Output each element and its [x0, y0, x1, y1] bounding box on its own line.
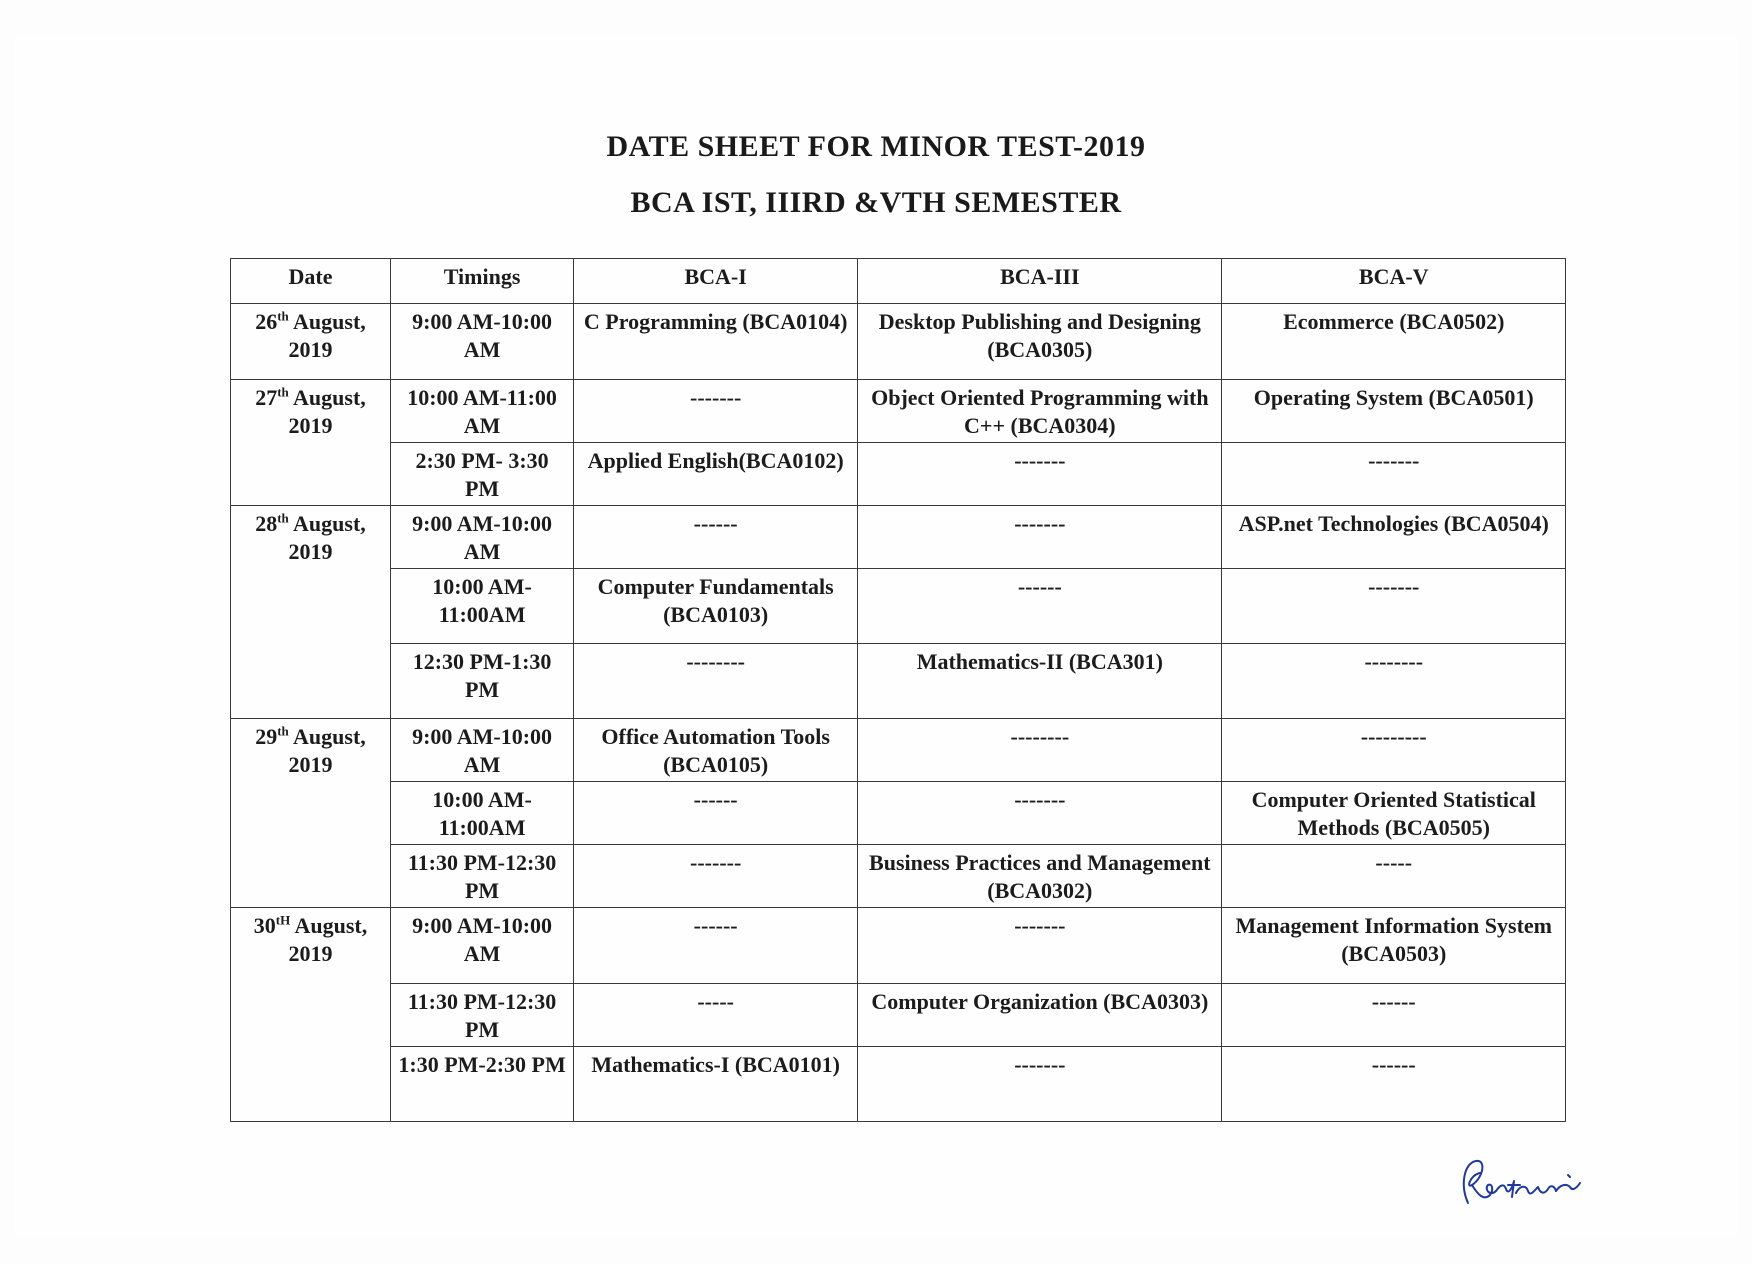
- date-month: August,: [293, 724, 366, 749]
- table-header-row: [231, 259, 1566, 304]
- timing-cell: 2:30 PM- 3:30 PM: [391, 443, 574, 506]
- date-cell: [231, 719, 391, 908]
- date-suffix: th: [277, 384, 289, 400]
- bca5-cell: Operating System (BCA0501): [1222, 380, 1566, 443]
- bca1-cell: -----: [574, 984, 858, 1047]
- date-year: 2019: [288, 941, 333, 966]
- table-row: [231, 1047, 1566, 1122]
- bca5-cell: Ecommerce (BCA0502): [1222, 304, 1566, 380]
- bca3-cell: -------: [858, 506, 1222, 569]
- date-year: 2019: [288, 539, 333, 564]
- signature: [1450, 1145, 1590, 1215]
- timing-cell: 12:30 PM-1:30 PM: [391, 644, 574, 719]
- bca1-cell: C Programming (BCA0104): [574, 304, 858, 380]
- table-row: [231, 845, 1566, 908]
- column-header-bca1: BCA-I: [574, 259, 858, 304]
- date-cell: [231, 506, 391, 719]
- bca1-cell: ------: [574, 908, 858, 984]
- date-sheet-table: [230, 258, 1566, 1122]
- timing-cell: 9:00 AM-10:00 AM: [391, 506, 574, 569]
- date-cell: [231, 908, 391, 1122]
- table-row: [231, 304, 1566, 380]
- bca5-cell: Management Information System (BCA0503): [1222, 908, 1566, 984]
- date-suffix: tH: [275, 912, 291, 928]
- table-row: [231, 443, 1566, 506]
- bca5-cell: ------: [1222, 1047, 1566, 1122]
- table-body: [231, 304, 1566, 1122]
- bca3-cell: -------: [858, 782, 1222, 845]
- table-row: [231, 380, 1566, 443]
- bca5-cell: -------: [1222, 443, 1566, 506]
- bca1-cell: -------: [574, 380, 858, 443]
- date-day: 30: [253, 913, 276, 938]
- bca3-cell: -------: [858, 908, 1222, 984]
- timing-cell: 11:30 PM-12:30 PM: [391, 845, 574, 908]
- date-day: 29: [255, 724, 278, 749]
- table-row: [231, 908, 1566, 984]
- date-month: August,: [293, 385, 366, 410]
- bca3-cell: --------: [858, 719, 1222, 782]
- date-year: 2019: [288, 752, 333, 777]
- bca3-cell: Business Practices and Management (BCA0302): [858, 845, 1222, 908]
- bca5-cell: --------: [1222, 644, 1566, 719]
- bca1-cell: Mathematics-I (BCA0101): [574, 1047, 858, 1122]
- date-month: August,: [294, 913, 368, 938]
- date-day: 28: [255, 511, 278, 536]
- bca1-cell: ------: [574, 506, 858, 569]
- timing-cell: 11:30 PM-12:30 PM: [391, 984, 574, 1047]
- bca5-cell: -------: [1222, 569, 1566, 644]
- date-year: 2019: [288, 413, 333, 438]
- date-suffix: th: [277, 308, 289, 324]
- timing-cell: 9:00 AM-10:00 AM: [391, 908, 574, 984]
- timing-cell: 10:00 AM-11:00 AM: [391, 380, 574, 443]
- bca1-cell: -------: [574, 845, 858, 908]
- bca3-cell: -------: [858, 443, 1222, 506]
- bca1-cell: --------: [574, 644, 858, 719]
- date-month: August,: [293, 511, 366, 536]
- column-header-date: Date: [231, 259, 391, 304]
- table-row: [231, 644, 1566, 719]
- date-month: August,: [293, 309, 366, 334]
- bca1-cell: ------: [574, 782, 858, 845]
- bca5-cell: Computer Oriented Statistical Methods (BCA0505): [1222, 782, 1566, 845]
- column-header-bca5: BCA-V: [1222, 259, 1566, 304]
- bca1-cell: Applied English(BCA0102): [574, 443, 858, 506]
- date-day: 26: [255, 309, 278, 334]
- bca3-cell: Computer Organization (BCA0303): [858, 984, 1222, 1047]
- bca3-cell: Desktop Publishing and Designing (BCA0305): [858, 304, 1222, 380]
- bca5-cell: ------: [1222, 984, 1566, 1047]
- date-day: 27: [255, 385, 278, 410]
- bca1-cell: Office Automation Tools (BCA0105): [574, 719, 858, 782]
- timing-cell: 10:00 AM-11:00AM: [391, 782, 574, 845]
- column-header-timings: Timings: [391, 259, 574, 304]
- bca3-cell: ------: [858, 569, 1222, 644]
- column-header-bca3: BCA-III: [858, 259, 1222, 304]
- table-row: [231, 782, 1566, 845]
- bca5-cell: ASP.net Technologies (BCA0504): [1222, 506, 1566, 569]
- bca1-cell: Computer Fundamentals (BCA0103): [574, 569, 858, 644]
- table-row: [231, 719, 1566, 782]
- date-suffix: th: [277, 510, 289, 526]
- table-row: [231, 506, 1566, 569]
- date-cell: [231, 304, 391, 380]
- bca3-cell: -------: [858, 1047, 1222, 1122]
- bca5-cell: ---------: [1222, 719, 1566, 782]
- page-subtitle: BCA IST, IIIRD &VTH SEMESTER: [630, 186, 1122, 219]
- timing-cell: 1:30 PM-2:30 PM: [391, 1047, 574, 1122]
- date-year: 2019: [288, 337, 333, 362]
- timing-cell: 9:00 AM-10:00 AM: [391, 304, 574, 380]
- bca5-cell: -----: [1222, 845, 1566, 908]
- date-cell: [231, 380, 391, 506]
- page-title: DATE SHEET FOR MINOR TEST-2019: [606, 130, 1146, 163]
- timing-cell: 10:00 AM-11:00AM: [391, 569, 574, 644]
- date-suffix: th: [277, 723, 289, 739]
- timing-cell: 9:00 AM-10:00 AM: [391, 719, 574, 782]
- bca3-cell: Mathematics-II (BCA301): [858, 644, 1222, 719]
- bca3-cell: Object Oriented Programming with C++ (BCA0304): [858, 380, 1222, 443]
- table-row: [231, 569, 1566, 644]
- table-row: [231, 984, 1566, 1047]
